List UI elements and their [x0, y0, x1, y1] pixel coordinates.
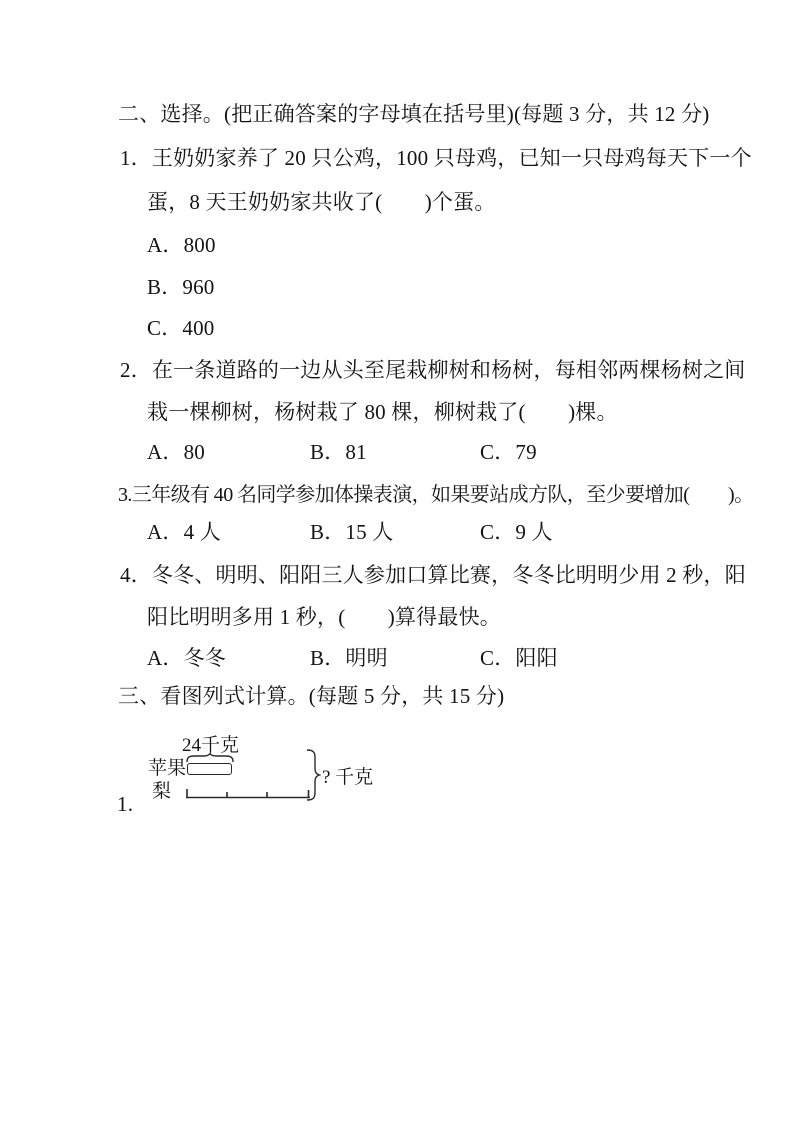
q4-option-c: C．阳阳 — [480, 646, 558, 670]
q3-line1: 3.三年级有 40 名同学参加体操表演，如果要站成方队，至少要增加( )。 — [118, 484, 754, 506]
diagram-pear-label: 梨 — [152, 781, 172, 802]
diagram-weight-label: 24千克 — [182, 735, 240, 756]
right-brace — [305, 749, 321, 801]
section2-heading: 二、选择。(把正确答案的字母填在括号里)(每题 3 分，共 12 分) — [118, 102, 710, 126]
q1-option-b: B．960 — [147, 275, 215, 299]
q3-option-a: A．4 人 — [147, 520, 221, 544]
q2-option-a: A．80 — [147, 440, 205, 464]
q2-option-b: B．81 — [310, 440, 367, 464]
q4-line2: 阳比明明多用 1 秒，( )算得最快。 — [147, 605, 501, 629]
q4-option-b: B．明明 — [310, 646, 388, 670]
diagram-apple-label: 苹果 — [148, 758, 187, 779]
q1-option-a: A．800 — [147, 233, 216, 257]
q1-option-c: C．400 — [147, 316, 215, 340]
q3-option-c: C．9 人 — [480, 520, 553, 544]
q1-line1: 1．王奶奶家养了 20 只公鸡，100 只母鸡，已知一只母鸡每天下一个 — [120, 146, 752, 170]
item1-number: 1. — [117, 792, 134, 816]
q2-option-c: C．79 — [480, 440, 537, 464]
q2-line2: 栽一棵柳树，杨树栽了 80 棵，柳树栽了( )棵。 — [147, 400, 618, 424]
over-brace — [186, 753, 234, 762]
pear-bar — [186, 787, 310, 799]
q3-option-b: B．15 人 — [310, 520, 394, 544]
q4-line1: 4．冬冬、明明、阳阳三人参加口算比赛，冬冬比明明少用 2 秒，阳 — [120, 563, 746, 587]
q4-option-a: A．冬冬 — [147, 646, 226, 670]
apple-bar — [187, 763, 232, 775]
q1-line2: 蛋，8 天王奶奶家共收了( )个蛋。 — [147, 190, 496, 214]
q2-line1: 2．在一条道路的一边从头至尾栽柳树和杨树，每相邻两棵杨树之间 — [120, 358, 746, 382]
section3-heading: 三、看图列式计算。(每题 5 分，共 15 分) — [118, 684, 505, 708]
diagram-total-label: ? 千克 — [322, 767, 374, 788]
